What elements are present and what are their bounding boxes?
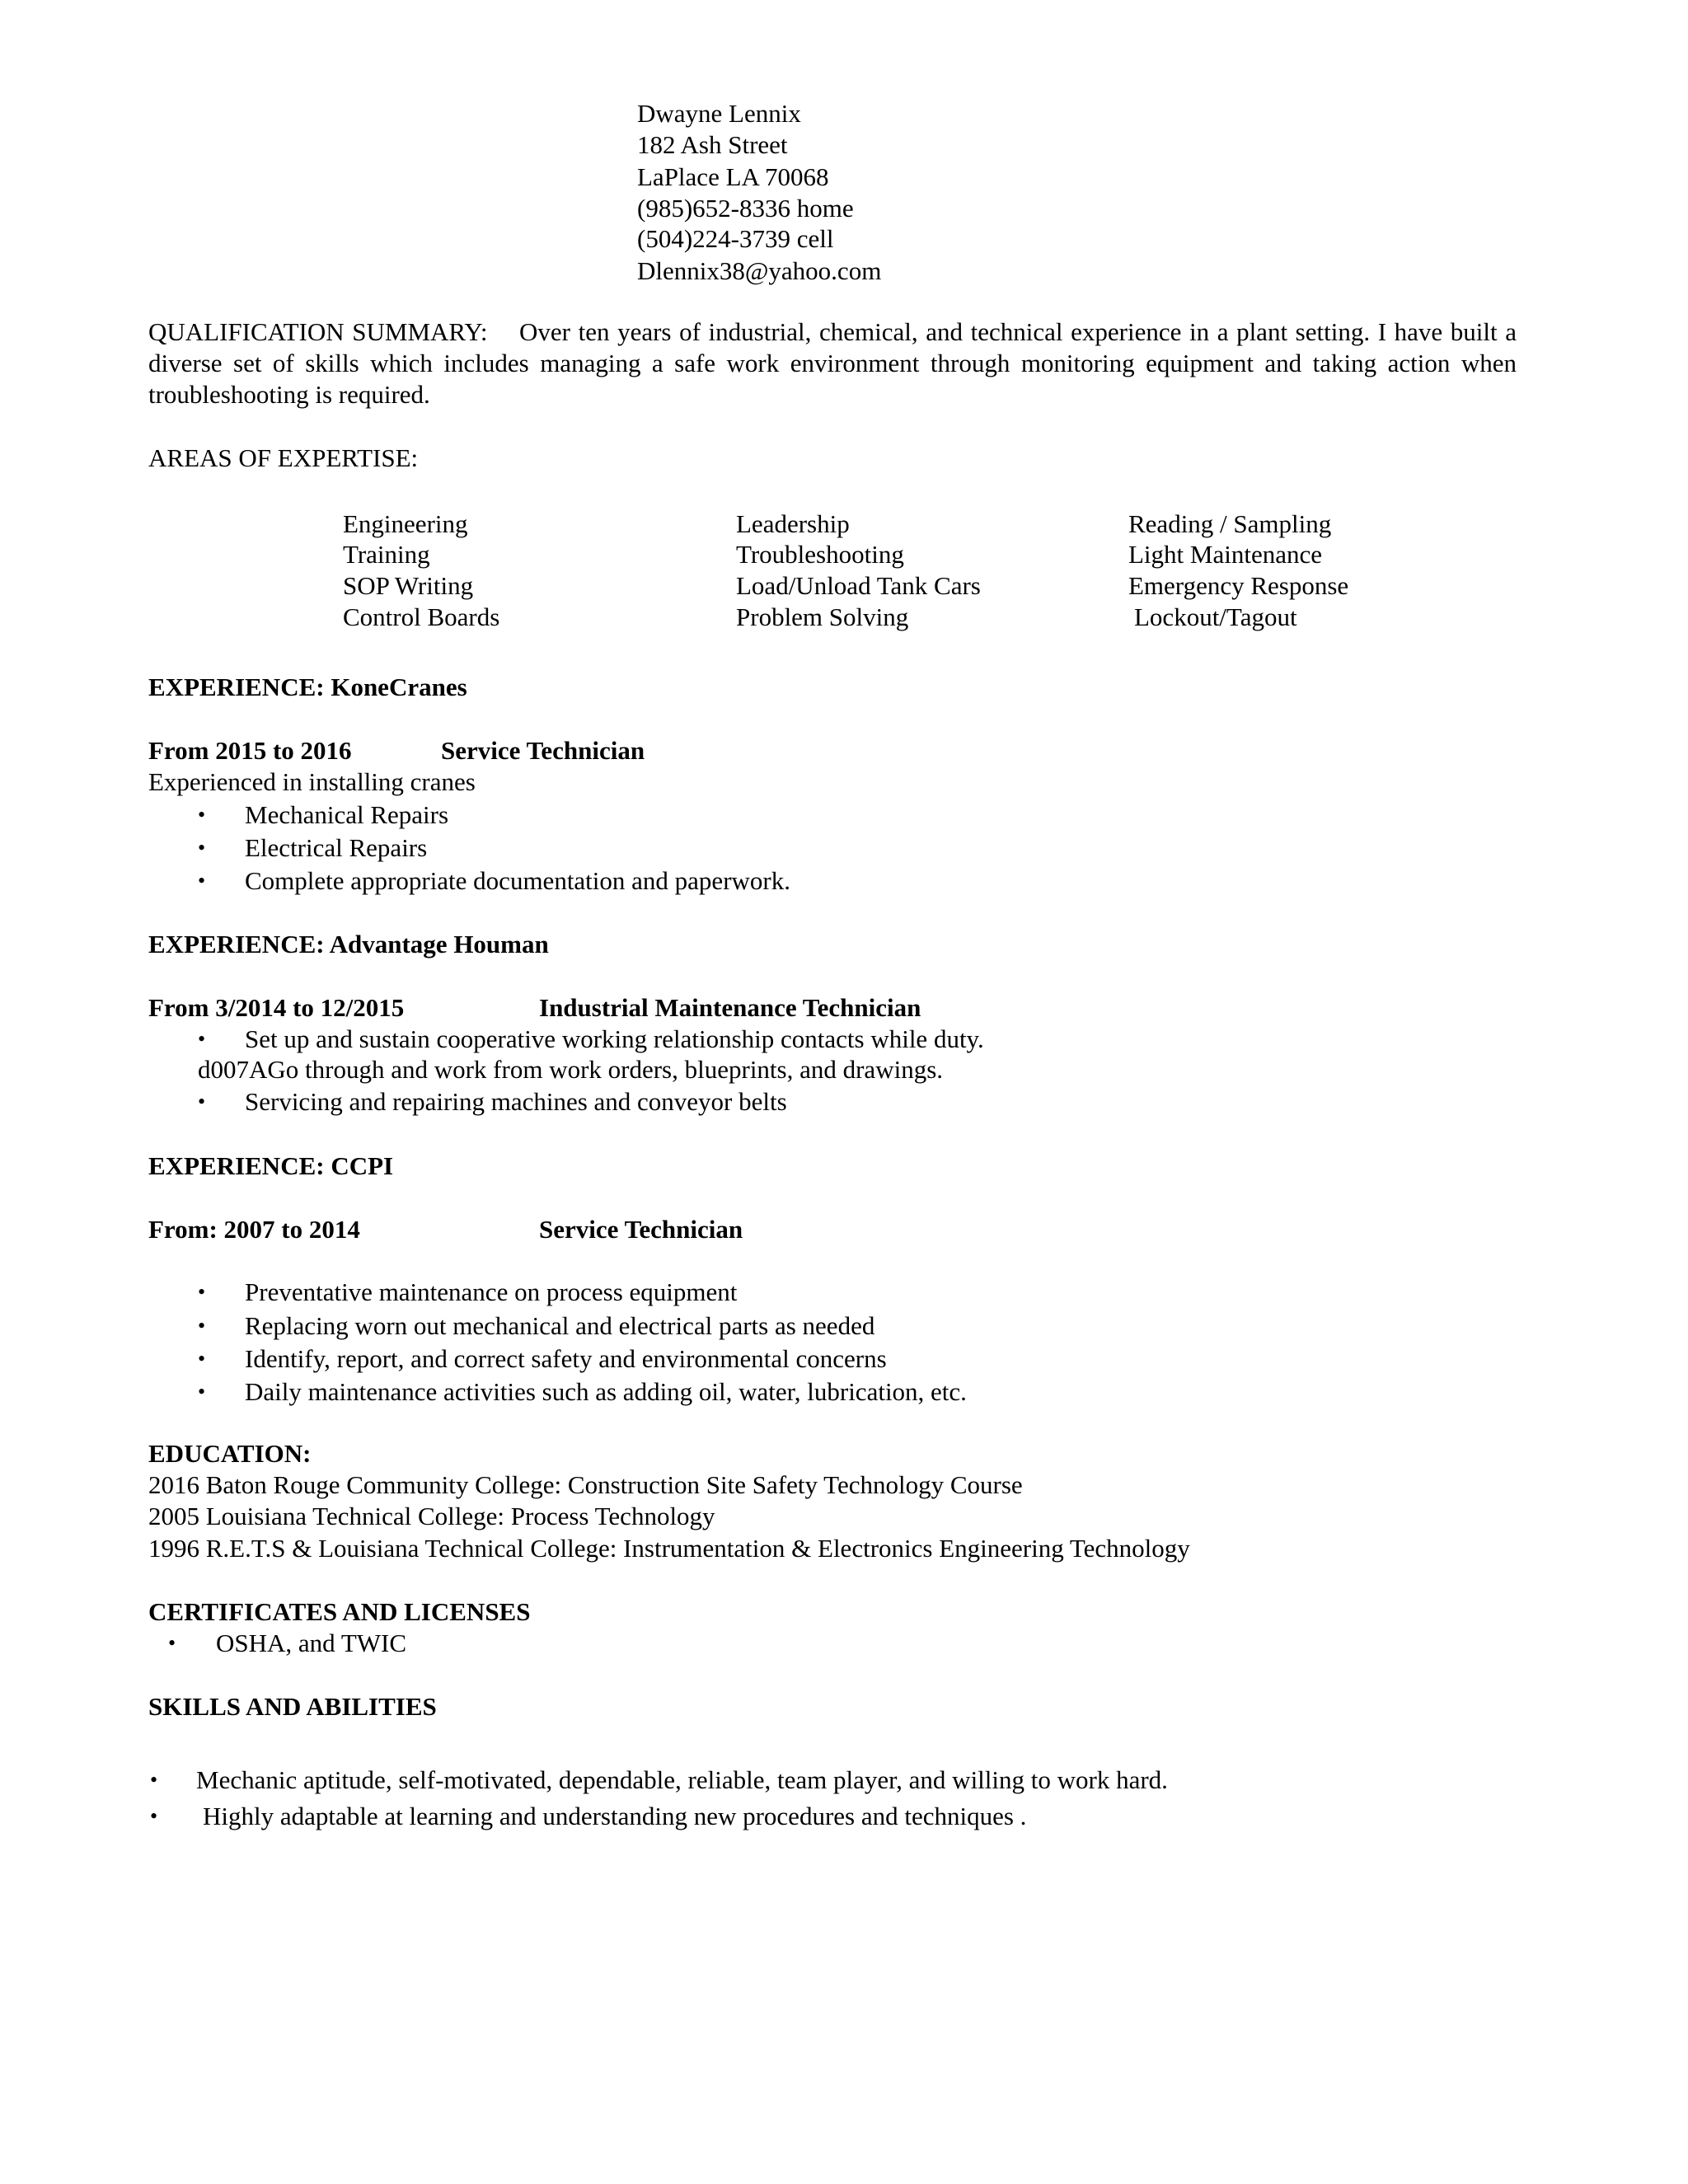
expertise-item: Emergency Response (1128, 571, 1349, 600)
qualification-label: QUALIFICATION SUMMARY: (148, 317, 488, 346)
skill-item: Highly adaptable at learning and understanding new procedures and techniques . (203, 1802, 1027, 1830)
contact-street: 182 Ash Street (637, 130, 788, 159)
bullet-icon: • (198, 1090, 206, 1113)
bullet-icon: • (198, 1314, 206, 1338)
experience-bullet: Daily maintenance activities such as adding oil, water, lubrication, etc. (245, 1377, 967, 1406)
bullet-icon: • (198, 836, 206, 860)
experience-title: Industrial Maintenance Technician (539, 993, 921, 1022)
experience-bullet: Electrical Repairs (245, 833, 428, 862)
qualification-summary (148, 316, 1517, 410)
bullet-icon: • (198, 1380, 206, 1404)
bullet-icon: • (150, 1768, 158, 1792)
experience-bullet: Replacing worn out mechanical and electrical parts as needed (245, 1311, 875, 1340)
bullet-icon: • (198, 869, 206, 893)
contact-email: Dlennix38@yahoo.com (637, 256, 882, 285)
bullet-icon: • (198, 1027, 206, 1051)
experience-bullet: Mechanical Repairs (245, 800, 449, 829)
experience-dates: From 2015 to 2016 (148, 736, 352, 765)
expertise-item: Reading / Sampling (1128, 509, 1332, 538)
experience-intro: Experienced in installing cranes (148, 767, 476, 796)
expertise-item: Troubleshooting (736, 540, 904, 569)
contact-cell-phone: (504)224-3739 cell (637, 224, 834, 253)
experience-line: d007AGo through and work from work orders, blueprints, and drawings. (198, 1055, 944, 1084)
experience-bullet: Preventative maintenance on process equipment (245, 1277, 738, 1306)
experience-dates: From 3/2014 to 12/2015 (148, 993, 405, 1022)
experience-title: Service Technician (539, 1215, 743, 1244)
education-heading: EDUCATION: (148, 1439, 312, 1468)
expertise-item: Control Boards (343, 602, 500, 631)
contact-home-phone: (985)652-8336 home (637, 194, 854, 223)
bullet-icon: • (168, 1631, 176, 1655)
expertise-item: Light Maintenance (1128, 540, 1322, 569)
expertise-item: Training (343, 540, 430, 569)
bullet-icon: • (198, 1280, 206, 1304)
experience-heading: EXPERIENCE: Advantage Houman (148, 930, 549, 958)
bullet-icon: • (198, 1347, 206, 1371)
expertise-item: SOP Writing (343, 571, 474, 600)
expertise-item: Load/Unload Tank Cars (736, 571, 981, 600)
experience-title: Service Technician (441, 736, 645, 765)
experience-bullet: Servicing and repairing machines and conveyor belts (245, 1087, 787, 1116)
experience-bullet: Identify, report, and correct safety and environmental concerns (245, 1344, 887, 1373)
experience-heading: EXPERIENCE: KoneCranes (148, 673, 467, 701)
education-item: 1996 R.E.T.S & Louisiana Technical College: Instrumentation & Electronics Engineering Technology (148, 1534, 1190, 1563)
expertise-heading: AREAS OF EXPERTISE: (148, 443, 419, 472)
education-item: 2005 Louisiana Technical College: Process Technology (148, 1502, 715, 1530)
bullet-icon: • (150, 1804, 158, 1828)
contact-city: LaPlace LA 70068 (637, 162, 829, 191)
experience-dates: From: 2007 to 2014 (148, 1215, 360, 1244)
qualification-text: Over ten years of industrial, chemical, and technical experience in a plant setting. I have built a diverse set of skills which includes managing a safe work environment through monitoring equipment and taking action when troubleshooting is required. (148, 317, 1517, 409)
expertise-item: Engineering (343, 509, 468, 538)
skills-heading: SKILLS AND ABILITIES (148, 1692, 437, 1721)
certificates-heading: CERTIFICATES AND LICENSES (148, 1597, 531, 1626)
contact-name: Dwayne Lennix (637, 99, 801, 128)
skill-item: Mechanic aptitude, self-motivated, dependable, reliable, team player, and willing to work hard. (196, 1765, 1168, 1794)
expertise-item: Problem Solving (736, 602, 909, 631)
certificate-item: OSHA, and TWIC (216, 1629, 407, 1657)
bullet-icon: • (198, 803, 206, 827)
education-item: 2016 Baton Rouge Community College: Construction Site Safety Technology Course (148, 1470, 1023, 1499)
expertise-item: Lockout/Tagout (1134, 602, 1297, 631)
experience-heading: EXPERIENCE: CCPI (148, 1151, 394, 1180)
expertise-item: Leadership (736, 509, 850, 538)
experience-bullet: Set up and sustain cooperative working relationship contacts while duty. (245, 1024, 984, 1053)
experience-bullet: Complete appropriate documentation and paperwork. (245, 866, 790, 895)
